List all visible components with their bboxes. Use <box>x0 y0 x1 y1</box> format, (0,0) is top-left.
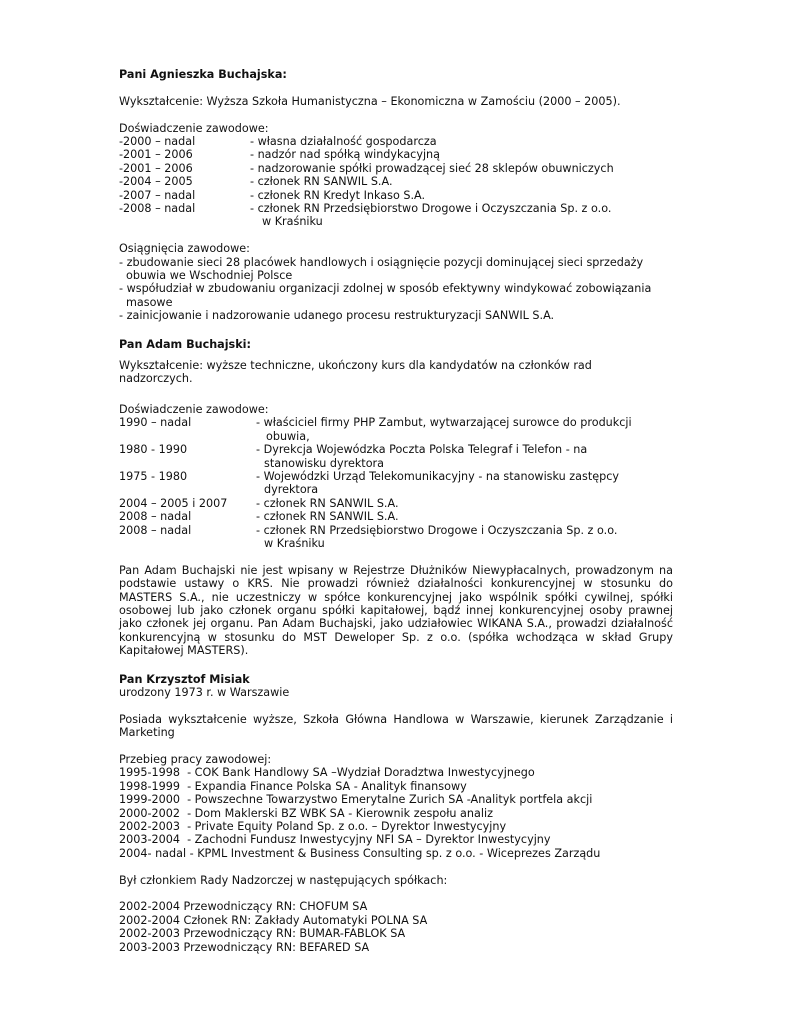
boards-list-krzysztof <box>119 900 679 954</box>
description-continuation: dyrektora <box>264 483 319 497</box>
career-item: 2002-2003 - Private Equity Poland Sp. z o.o. – Dyrektor Inwestycyjny <box>119 820 507 834</box>
description: - członek RN SANWIL S.A. <box>256 496 399 510</box>
achievement-continuation: obuwia we Wschodniej Polsce <box>126 269 293 283</box>
experience-row <box>119 202 679 229</box>
description-continuation: w Kraśniku <box>262 215 323 229</box>
born-krzysztof: urodzony 1973 r. w Warszawie <box>119 686 290 699</box>
period: 2008 – nadal <box>119 510 192 524</box>
achievement-item: - zainicjowanie i nadzorowanie udanego procesu restrukturyzacji SANWIL S.A. <box>119 309 555 323</box>
experience-list-adam <box>119 416 679 550</box>
experience-row <box>119 162 679 175</box>
career-item: 1999-2000 - Powszechne Towarzystwo Emerytalne Zurich SA -Analityk portfela akcji <box>119 793 593 807</box>
achievement-item: - współudział w zbudowaniu organizacji zdolnej w sposób efektywny windykować zobowiązania <box>119 282 652 296</box>
person-name-krzysztof: Pan Krzysztof Misiak <box>119 672 250 686</box>
person-name-agnieszka: Pani Agnieszka Buchajska: <box>119 68 287 81</box>
document-page <box>119 68 679 954</box>
description-continuation: stanowisku dyrektora <box>264 456 384 470</box>
description: - członek RN Kredyt Inkaso S.A. <box>250 188 426 202</box>
period: 2004 – 2005 i 2007 <box>119 496 228 510</box>
achievements-label-agnieszka: Osiągnięcia zawodowe: <box>119 242 250 256</box>
description-continuation: w Kraśniku <box>264 536 325 550</box>
period: -2008 – nadal <box>119 202 196 216</box>
board-item: 2003-2003 Przewodniczący RN: BEFARED SA <box>119 940 370 954</box>
description: - właściciel firmy PHP Zambut, wytwarzającej surowce do produkcji <box>256 416 632 430</box>
education-adam-line-2: nadzorczych. <box>119 372 193 386</box>
education-adam-line-1: Wykształcenie: wyższe techniczne, ukończony kurs dla kandydatów na członków rad <box>119 359 592 373</box>
achievements-list-agnieszka <box>119 256 679 323</box>
experience-row <box>119 148 679 161</box>
board-item: 2002-2004 Przewodniczący RN: CHOFUM SA <box>119 900 368 914</box>
statement-adam: Pan Adam Buchajski nie jest wpisany w Rejestrze Dłużników Niewypłacalnych, prowadzonym na podstawie ustawy o KRS. Nie prowadzi również działalności konkurencyjnej w stosunku do MASTERS S.A., nie uczestniczy w spółce konkurencyjnej jako wspólnik spółki cywilnej, spółki osobowej lub jako członek organu spółki kapitałowej, bądź innej konkurencyjnej osoby prawnej jako członek jej organu. Pan Adam Buchajski, jako udziałowiec WIKANA S.A., prowadzi działalność konkurencyjną w stosunku do MST Deweloper Sp. z o.o. (spółka wchodząca w skład Grupy Kapitałowej MASTERS). <box>119 563 673 658</box>
experience-row <box>119 175 679 188</box>
experience-label-agnieszka: Doświadczenie zawodowe: <box>119 121 269 135</box>
career-item: 1995-1998 - COK Bank Handlowy SA –Wydział Doradztwa Inwestycyjnego <box>119 766 535 780</box>
period: -2001 – 2006 <box>119 161 193 175</box>
boards-label-krzysztof: Był członkiem Rady Nadzorczej w następujących spółkach: <box>119 873 448 887</box>
period: 1990 – nadal <box>119 416 192 430</box>
board-item: 2002-2004 Członek RN: Zakłady Automatyki POLNA SA <box>119 913 428 927</box>
experience-row <box>119 524 679 551</box>
description: - własna działalność gospodarcza <box>250 135 437 148</box>
period: -2000 – nadal <box>119 135 196 148</box>
experience-row <box>119 443 679 470</box>
career-item: 2000-2002 - Dom Maklerski BZ WBK SA - Kierownik zespołu analiz <box>119 806 493 820</box>
achievement-continuation: masowe <box>126 295 173 309</box>
description: - Dyrekcja Wojewódzka Poczta Polska Telegraf i Telefon - na <box>256 443 588 457</box>
period: -2004 – 2005 <box>119 175 193 189</box>
experience-row <box>119 497 679 510</box>
description: - Wojewódzki Urząd Telekomunikacyjny - na stanowisku zastępcy <box>256 469 619 483</box>
education-krzysztof: Posiada wykształcenie wyższe, Szkoła Główna Handlowa w Warszawie, kierunek Zarządzanie i Marketing <box>119 712 673 740</box>
experience-list-agnieszka <box>119 135 679 229</box>
education-agnieszka: Wykształcenie: Wyższa Szkoła Humanistyczna – Ekonomiczna w Zamościu (2000 – 2005). <box>119 94 621 108</box>
experience-row <box>119 470 679 497</box>
period: 2008 – nadal <box>119 523 192 537</box>
experience-row <box>119 189 679 202</box>
career-item: 1998-1999 - Expandia Finance Polska SA - Analityk finansowy <box>119 779 467 793</box>
career-label-krzysztof: Przebieg pracy zawodowej: <box>119 753 272 766</box>
period: 1975 - 1980 <box>119 469 188 483</box>
board-item: 2002-2003 Przewodniczący RN: BUMAR-FABLOK SA <box>119 927 406 941</box>
career-item: 2003-2004 - Zachodni Fundusz Inwestycyjny NFI SA – Dyrektor Inwestycyjny <box>119 833 551 847</box>
description: - członek RN SANWIL S.A. <box>256 510 399 524</box>
description: - członek RN Przedsiębiorstwo Drogowe i Oczyszczania Sp. z o.o. <box>250 202 612 216</box>
experience-label-adam: Doświadczenie zawodowe: <box>119 402 269 416</box>
description: - członek RN SANWIL S.A. <box>250 175 393 189</box>
experience-row <box>119 135 679 148</box>
description: - nadzór nad spółką windykacyjną <box>250 148 440 162</box>
description-continuation: obuwia, <box>266 429 310 443</box>
description: - nadzorowanie spółki prowadzącej sieć 28 sklepów obuwniczych <box>250 161 614 175</box>
career-item: 2004- nadal - KPML Investment & Business Consulting sp. z o.o. - Wiceprezes Zarządu <box>119 846 601 860</box>
person-name-adam: Pan Adam Buchajski: <box>119 337 251 351</box>
period: 1980 - 1990 <box>119 443 188 457</box>
career-list-krzysztof <box>119 766 679 860</box>
description: - członek RN Przedsiębiorstwo Drogowe i Oczyszczania Sp. z o.o. <box>256 523 618 537</box>
period: -2001 – 2006 <box>119 148 193 162</box>
experience-row <box>119 416 679 443</box>
achievement-item: - zbudowanie sieci 28 placówek handlowych i osiągnięcie pozycji dominującej sieci sprzedaży <box>119 255 644 269</box>
period: -2007 – nadal <box>119 188 196 202</box>
experience-row <box>119 510 679 523</box>
